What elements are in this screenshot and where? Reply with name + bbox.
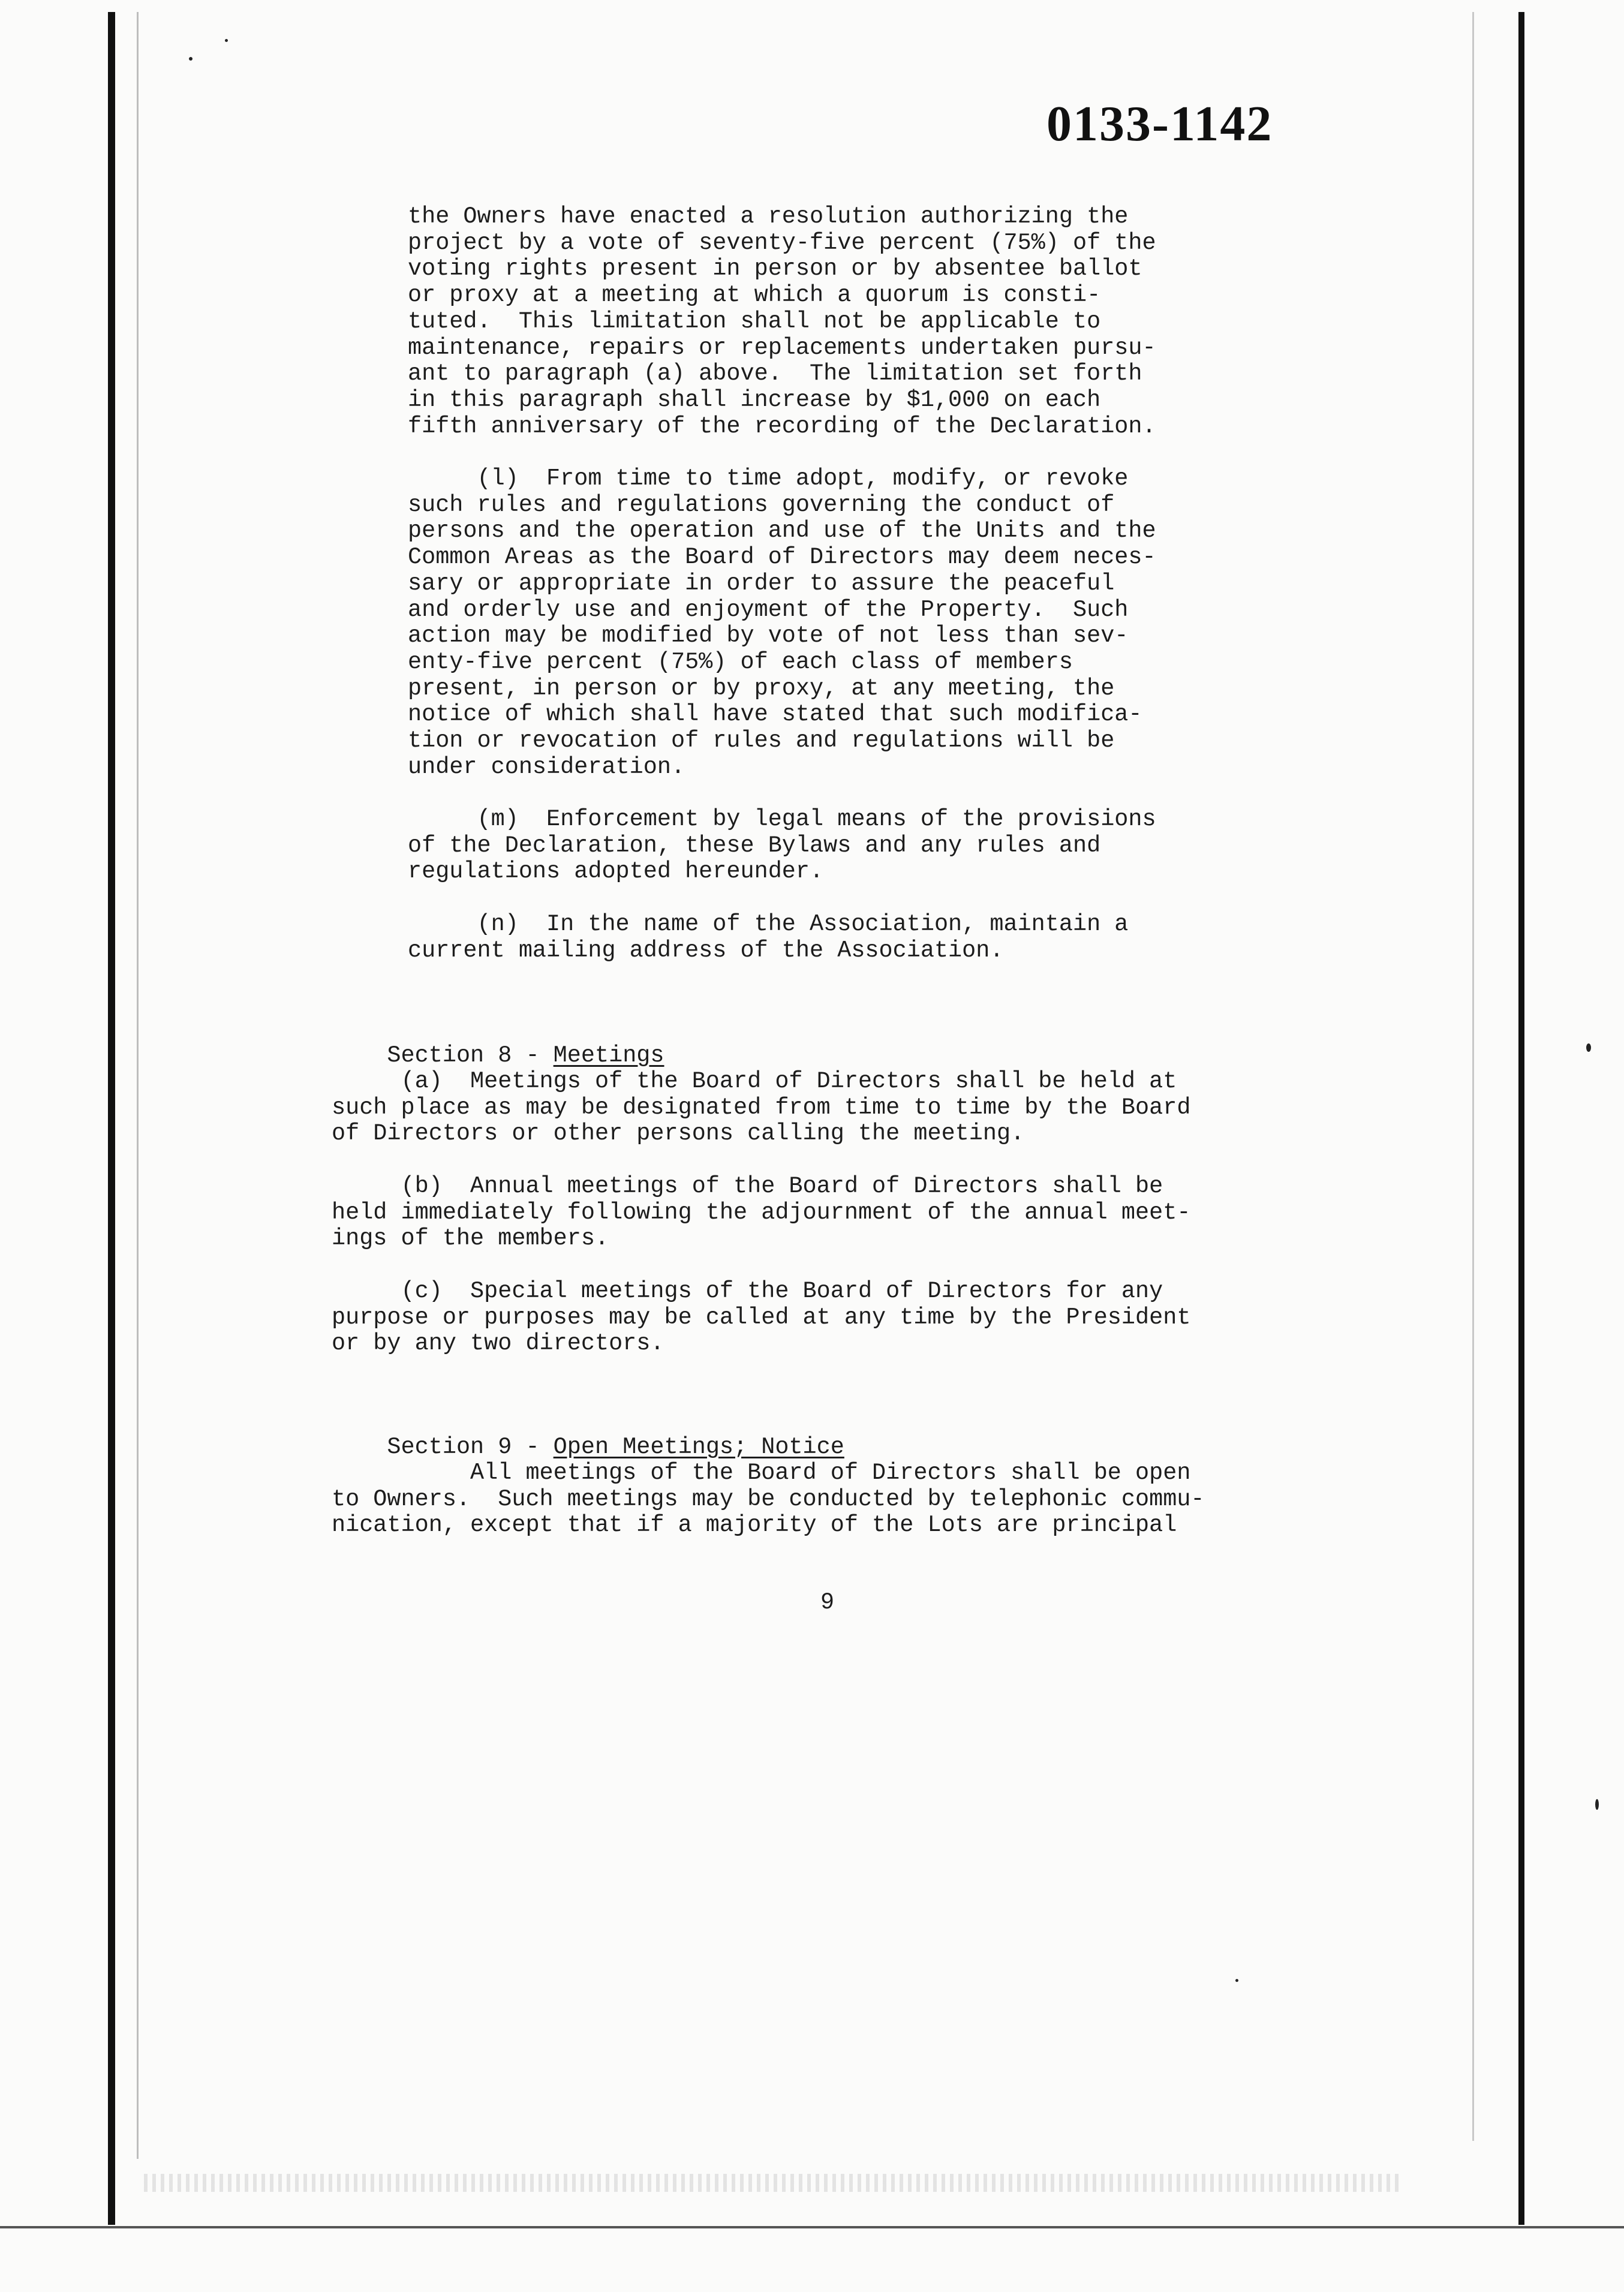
scan-line-right	[1472, 12, 1474, 2141]
text-line: of the Declaration, these Bylaws and any rules and	[408, 832, 1101, 859]
text-line: of Directors or other persons calling the meeting.	[332, 1120, 1025, 1147]
text-line: (l) From time to time adopt, modify, or revoke	[408, 465, 1129, 492]
text-line: notice of which shall have stated that such modifica-	[408, 701, 1142, 728]
paragraph-carryover	[408, 204, 1156, 440]
scan-line-left	[137, 12, 139, 2159]
paragraph-l	[408, 466, 1156, 780]
text-line: enty-five percent (75%) of each class of members	[408, 648, 1073, 675]
scan-speck	[1235, 1979, 1238, 1982]
section-8-prefix: Section 8 -	[387, 1042, 554, 1069]
page-bottom-edge	[0, 2226, 1624, 2228]
scan-speck	[1595, 1799, 1599, 1810]
text-line: such rules and regulations governing the conduct of	[408, 491, 1115, 518]
section-8-paragraph-c	[332, 1279, 1190, 1357]
binder-edge-left	[108, 12, 115, 2225]
text-line: regulations adopted hereunder.	[408, 858, 824, 885]
text-line: All meetings of the Board of Directors shall be open	[332, 1460, 1191, 1486]
section-8-paragraph-b	[332, 1174, 1190, 1252]
page-number: 9	[820, 1589, 835, 1616]
text-line: to Owners. Such meetings may be conducted by telephonic commu-	[332, 1485, 1205, 1512]
section-8-paragraph-a	[332, 1069, 1190, 1147]
text-line: in this paragraph shall increase by $1,000 on each	[408, 386, 1101, 413]
scan-speck	[225, 39, 228, 42]
paragraph-m	[408, 807, 1156, 885]
text-line: maintenance, repairs or replacements undertaken pursu-	[408, 334, 1156, 361]
text-line: or proxy at a meeting at which a quorum is consti-	[408, 282, 1101, 309]
text-line: under consideration.	[408, 753, 685, 780]
document-number: 0133-1142	[1046, 96, 1273, 152]
text-line: (c) Special meetings of the Board of Directors for any	[332, 1278, 1163, 1304]
text-line: or by any two directors.	[332, 1330, 664, 1357]
scan-speck	[1586, 1043, 1591, 1052]
text-line: tuted. This limitation shall not be applicable to	[408, 308, 1101, 335]
text-line: (a) Meetings of the Board of Directors shall be held at	[332, 1068, 1177, 1094]
paragraph-n	[408, 912, 1128, 964]
text-line: Common Areas as the Board of Directors may deem neces-	[408, 544, 1156, 571]
section-9-title: Open Meetings; Notice	[553, 1433, 844, 1460]
text-line: the Owners have enacted a resolution authorizing the	[408, 203, 1129, 230]
binder-edge-right	[1518, 12, 1524, 2225]
text-line: action may be modified by vote of not less than sev-	[408, 622, 1129, 649]
text-line: tion or revocation of rules and regulations will be	[408, 727, 1115, 754]
section-9-paragraph	[332, 1460, 1205, 1539]
text-line: current mailing address of the Association.	[408, 937, 1004, 964]
text-line: ings of the members.	[332, 1225, 609, 1252]
section-9-prefix: Section 9 -	[387, 1433, 554, 1460]
text-line: sary or appropriate in order to assure the peaceful	[408, 570, 1115, 597]
text-line: ant to paragraph (a) above. The limitation set forth	[408, 360, 1142, 387]
section-8-title: Meetings	[553, 1042, 664, 1069]
text-line: present, in person or by proxy, at any meeting, the	[408, 675, 1115, 702]
text-line: fifth anniversary of the recording of the Declaration.	[408, 413, 1156, 440]
text-line: such place as may be designated from time to time by the Board	[332, 1094, 1191, 1121]
text-line: and orderly use and enjoyment of the Property. Such	[408, 596, 1129, 623]
text-line: persons and the operation and use of the Units and the	[408, 518, 1156, 545]
text-line: (b) Annual meetings of the Board of Directors shall be	[332, 1173, 1163, 1199]
text-line: nication, except that if a majority of the Lots are principal	[332, 1512, 1177, 1539]
text-line: (m) Enforcement by legal means of the provisions	[408, 806, 1156, 832]
photocopy-artifact-band	[144, 2174, 1403, 2192]
scan-speck	[189, 57, 193, 61]
text-line: project by a vote of seventy-five percent (75%) of the	[408, 229, 1156, 256]
text-line: purpose or purposes may be called at any time by the President	[332, 1304, 1191, 1331]
text-line: voting rights present in person or by absentee ballot	[408, 255, 1142, 282]
text-line: (n) In the name of the Association, maintain a	[408, 911, 1129, 937]
text-line: held immediately following the adjournment of the annual meet-	[332, 1199, 1191, 1226]
